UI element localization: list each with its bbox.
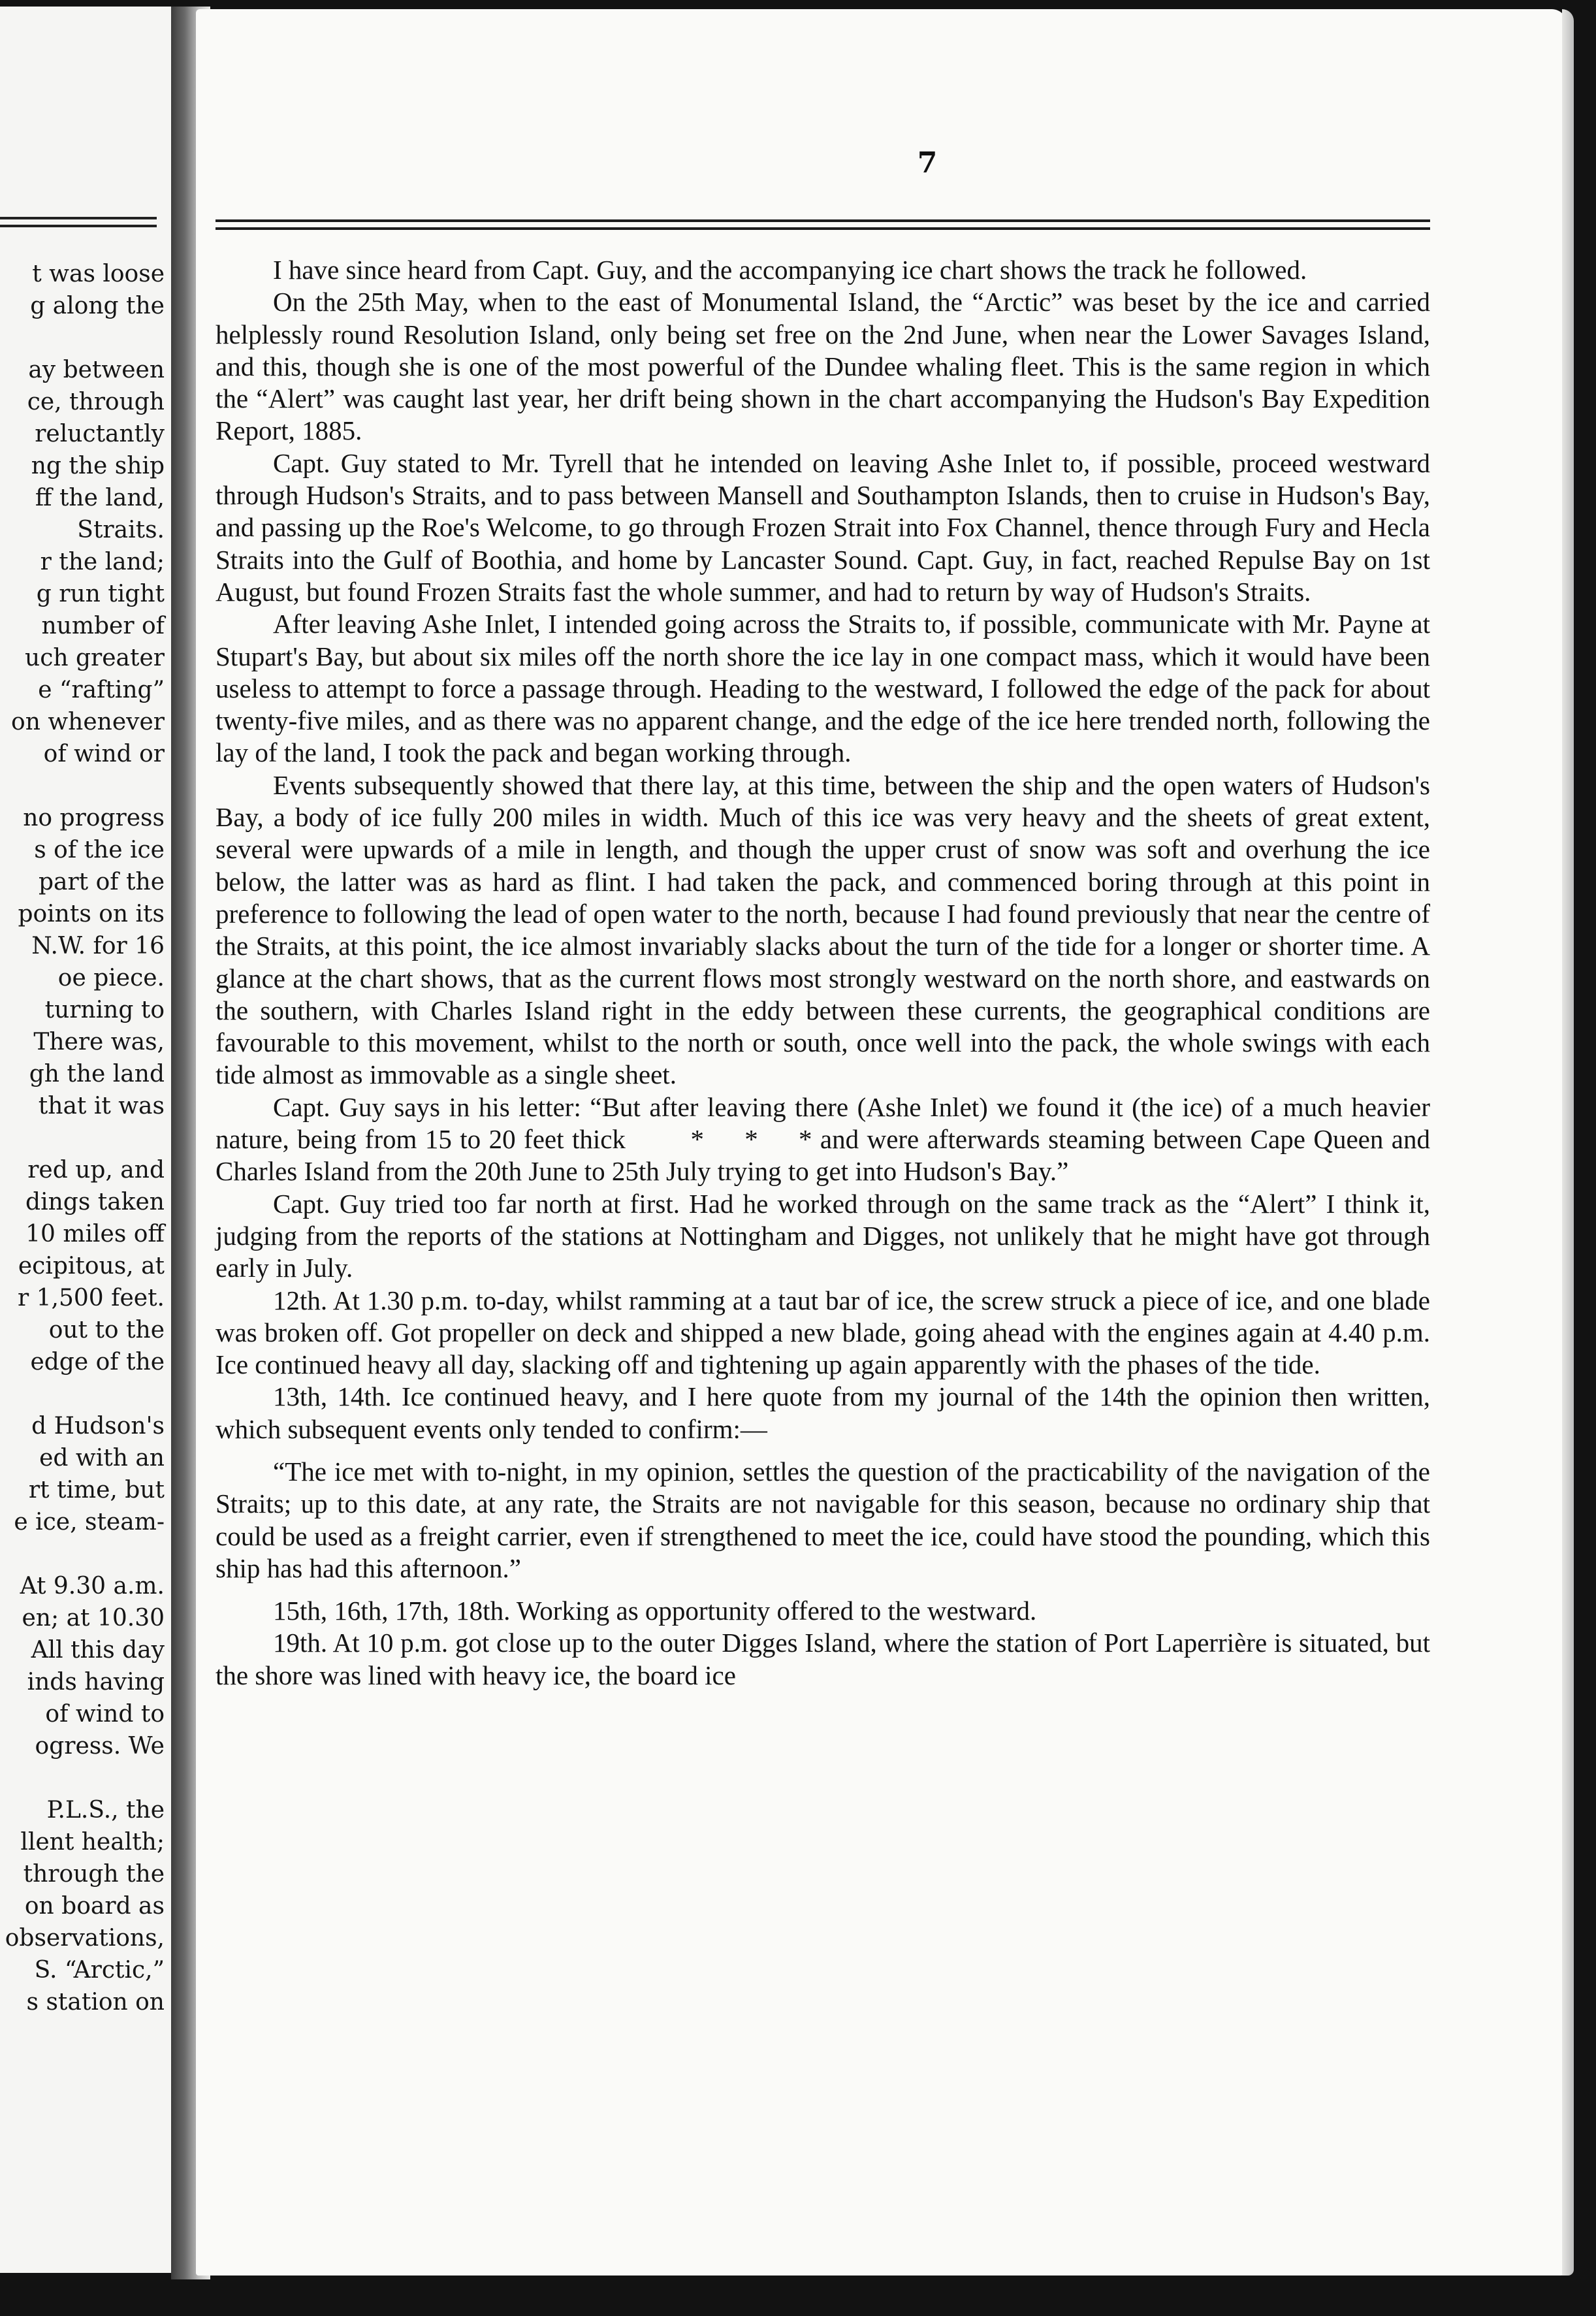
previous-page-fragment: oe piece. <box>57 965 165 991</box>
previous-page-fragment <box>0 1762 165 1794</box>
previous-page-fragment: e “rafting” <box>38 677 165 703</box>
previous-page-fragment <box>0 322 165 354</box>
previous-page-fragment: ay between <box>28 357 165 383</box>
previous-page-fragment: d Hudson's <box>31 1413 165 1439</box>
previous-page-fragment: t was loose <box>32 261 165 287</box>
previous-page-fragment: s of the ice <box>34 837 165 863</box>
previous-page-fragment: 10 miles off <box>25 1221 165 1247</box>
previous-page-text-fragments <box>0 258 165 2018</box>
previous-page-fragment <box>0 1538 165 1570</box>
previous-page-fragment: dings taken <box>25 1189 165 1215</box>
previous-page-fragment: ng the ship <box>31 453 165 479</box>
previous-page-fragment: Straits. <box>77 517 165 543</box>
previous-page-fragment: through the <box>23 1861 165 1888</box>
previous-page-fragment: inds having <box>27 1669 165 1696</box>
previous-page-fragment <box>0 770 165 802</box>
paragraph: 12th. At 1.30 p.m. to-day, whilst ramming at a taut bar of ice, the screw struck a piece of ice, and one blade was broken off. Got propeller on deck and shipped a new blade, going ahead with the engines again at 4.40 p.m. Ice continued heavy all day, slacking off and tightening up again apparently with the phases of the tide. <box>215 1285 1430 1380</box>
previous-page-fragment: ff the land, <box>35 485 165 511</box>
paragraph: After leaving Ashe Inlet, I intended going across the Straits to, if possible, communicate with Mr. Payne at Stupart's Bay, but about six miles off the north shore the ice lay in one compact mass, which it would have been useless to attempt to force a passage through. Heading to the westward, I followed the edge of the pack for about twenty-five miles, and as there was no apparent change, and the edge of the ice here trended north, following the lay of the land, I took the pack and began working through. <box>215 609 1430 768</box>
header-double-rule <box>215 219 1430 235</box>
previous-page-fragment: At 9.30 a.m. <box>20 1573 165 1600</box>
previous-page-fragment: P.L.S., the <box>46 1797 165 1824</box>
previous-page-fragment: observations, <box>5 1925 165 1952</box>
paragraph: Capt. Guy stated to Mr. Tyrell that he intended on leaving Ashe Inlet to, if possible, proceed westward through Hudson's Straits, and to pass between Mansell and Southampton Islands, then to cruise in Hudson's Bay, and passing up the Roe's Welcome, to go through Frozen Strait into Fox Channel, thence through Fury and Hecla Straits into the Gulf of Boothia, and home by Lancaster Sound. Capt. Guy, in fact, reached Repulse Bay on 1st August, but found Frozen Straits fast the whole summer, and had to return by way of Hudson's Straits. <box>215 447 1430 607</box>
previous-page-fragment: red up, and <box>27 1157 165 1183</box>
previous-page-fragment: llent health; <box>20 1829 165 1856</box>
previous-page-fragment: uch greater <box>25 645 165 671</box>
previous-page-fragment: There was, <box>33 1029 165 1055</box>
page-number: 7 <box>917 146 938 180</box>
paragraph: I have since heard from Capt. Guy, and the accompanying ice chart shows the track he followed. <box>273 255 1307 285</box>
current-page <box>196 9 1567 2276</box>
previous-page-fragment: out to the <box>48 1317 165 1343</box>
previous-page-fragment: gh the land <box>29 1061 165 1087</box>
previous-page-fragment: All this day <box>31 1637 165 1664</box>
previous-page-fragment: edge of the <box>30 1349 165 1375</box>
previous-page-fragment: N.W. for 16 <box>31 933 165 959</box>
previous-page-fragment: no progress <box>23 805 165 831</box>
previous-page-fragment: g run tight <box>36 581 165 607</box>
body-text <box>215 254 1437 1692</box>
previous-page-fragment <box>0 1122 165 1154</box>
previous-page-strip <box>0 7 178 2273</box>
previous-page-fragment: ce, through <box>27 389 165 415</box>
previous-page-fragment: ogress. We <box>35 1733 165 1760</box>
previous-page-fragment: s station on <box>26 1989 165 2016</box>
paragraph: Capt. Guy says in his letter: “But after leaving there (Ashe Inlet) we found it (the ice) of a much heavier nature, being from 15 to 20 feet thick * * * and were afterwards steaming between Cape Queen and Charles Island from the 20th June to 25th July trying to get into Hudson's Bay.” <box>215 1091 1437 1187</box>
previous-page-fragment: of wind to <box>45 1701 165 1728</box>
paragraph: 13th, 14th. Ice continued heavy, and I here quote from my journal of the 14th the opinion then written, which subsequent events only tended to confirm:— <box>215 1381 1430 1444</box>
paragraph: On the 25th May, when to the east of Monumental Island, the “Arctic” was beset by the ice and carried helplessly round Resolution Island, only being set free on the 2nd June, when near the Lower Savages Island, and this, though she is one of the most powerful of the Dundee whaling fleet. This is the same region in which the “Alert” was caught last year, her drift being shown in the chart accompanying the Hudson's Bay Expedition Report, 1885. <box>215 287 1430 446</box>
previous-page-fragment: part of the <box>38 869 165 895</box>
paragraph: Events subsequently showed that there lay, at this time, between the ship and the open waters of Hudson's Bay, a body of ice fully 200 miles in width. Much of this ice was very heavy and the sheets of great extent, several were upwards of a mile in length, and though the upper crust of snow was soft and overhung the ice below, the latter was as hard as flint. I had taken the pack, and commenced boring through at this point in preference to following the lead of open water to the north, because I had found previously that near the centre of the Straits, at this point, the ice almost invariably slacks about the turn of the tide for a longer or shorter time. A glance at the chart shows, that as the current flows most strongly westward on the north shore, and eastwards on the southern, with Charles Island right in the eddy between these currents, the geographical conditions are favourable to this movement, whilst to the north or south, once well into the pack, the whole swings with each tide almost as immovable as a single sheet. <box>215 769 1430 1090</box>
previous-page-fragment: ed with an <box>39 1445 165 1472</box>
previous-page-fragment: r the land; <box>40 549 165 575</box>
previous-page-fragment: number of <box>41 613 165 639</box>
previous-page-fragment: that it was <box>38 1093 165 1119</box>
previous-page-fragment: on whenever <box>11 709 165 735</box>
previous-page-fragment: on board as <box>24 1893 165 1920</box>
paragraph: Capt. Guy tried too far north at first. Had he worked through on the same track as the “Alert” I think it, judging from the reports of the stations at Nottingham and Digges, not unlikely that he might have got through early in July. <box>215 1188 1430 1283</box>
paragraph: 19th. At 10 p.m. got close up to the outer Digges Island, where the station of Port Laperrière is situated, but the shore was lined with heavy ice, the board ice <box>215 1628 1430 1690</box>
previous-page-fragment: S. “Arctic,” <box>34 1957 165 1984</box>
previous-page-fragment: turning to <box>44 997 165 1023</box>
previous-page-fragment: reluctantly <box>35 421 165 447</box>
previous-page-fragment: ecipitous, at <box>18 1253 165 1279</box>
previous-page-fragment <box>0 1378 165 1410</box>
previous-page-header-rule <box>0 217 157 233</box>
paragraph: 15th, 16th, 17th, 18th. Working as opportunity offered to the westward. <box>273 1596 1037 1626</box>
journal-quote: “The ice met with to-night, in my opinion, settles the question of the practicability of the navigation of the Straits; up to this date, at any rate, the Straits are not navigable for this season, because no ordinary ship that could be used as a freight carrier, even if strengthened to meet the ice, could have stood the pounding, which this ship has had this afternoon.” <box>215 1456 1430 1583</box>
previous-page-fragment: g along the <box>30 293 165 319</box>
previous-page-fragment: of wind or <box>43 741 165 767</box>
page-right-edge <box>1562 9 1574 2276</box>
previous-page-fragment: points on its <box>18 901 165 927</box>
previous-page-fragment: en; at 10.30 <box>22 1605 165 1632</box>
previous-page-fragment: r 1,500 feet. <box>18 1285 165 1311</box>
previous-page-fragment: rt time, but <box>28 1477 165 1504</box>
previous-page-fragment: e ice, steam- <box>14 1509 165 1536</box>
